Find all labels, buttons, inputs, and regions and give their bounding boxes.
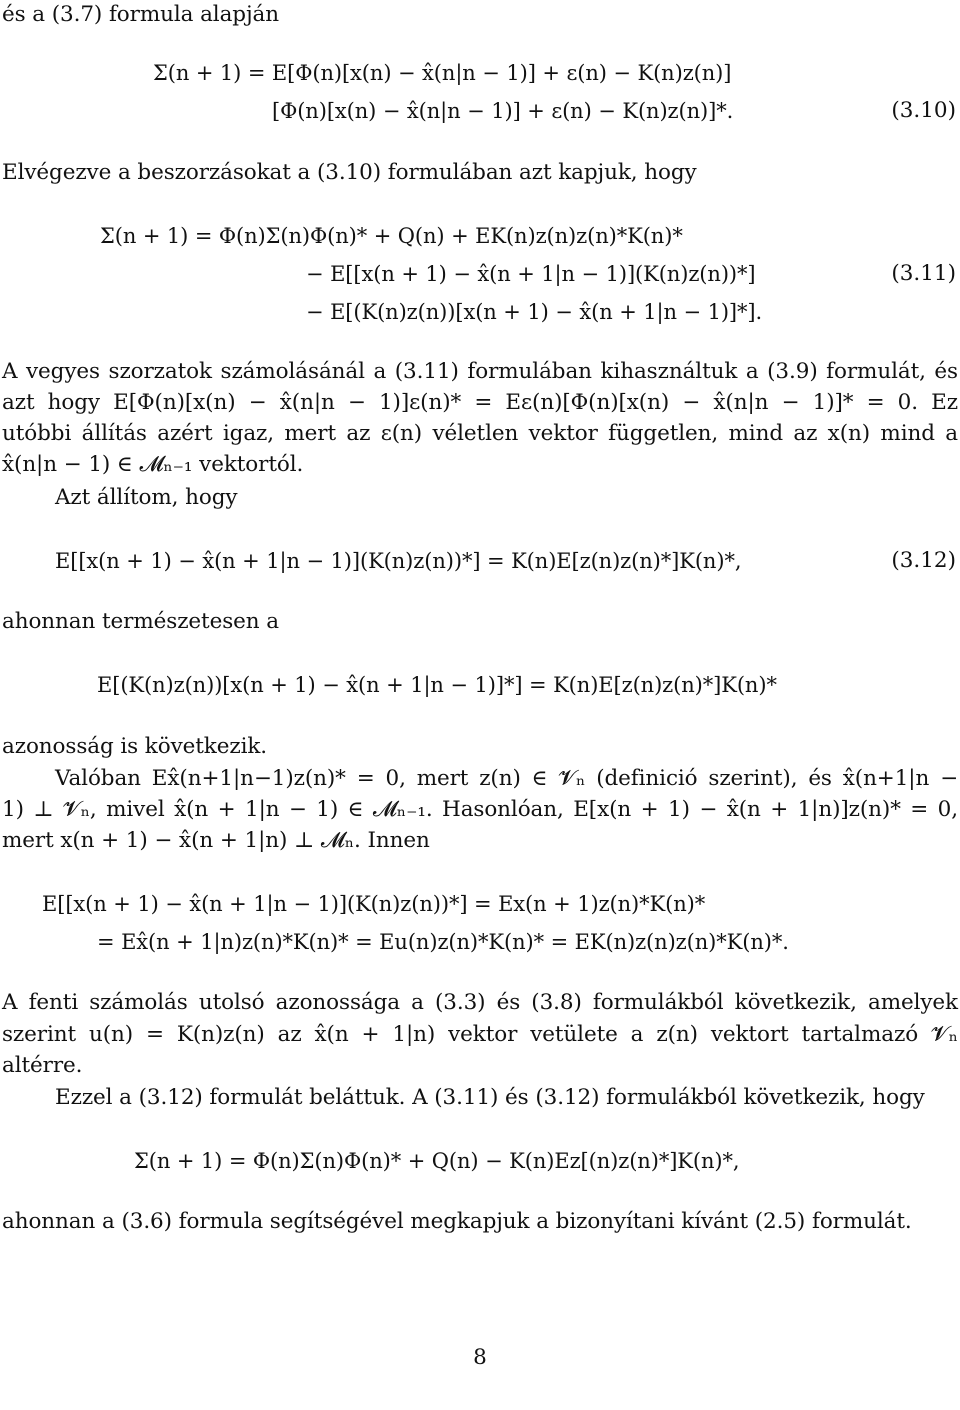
equation-line: Σ(n + 1) = Φ(n)Σ(n)Φ(n)* + Q(n) + EK(n)z(n)z(n)*K(n)* — [100, 224, 683, 248]
text-line: A vegyes szorzatok számolásánál a (3.11) formulában kihasználtuk a (3.9) formulát, és — [2, 359, 958, 384]
equation-line: E[[x(n + 1) − x̂(n + 1|n − 1)](K(n)z(n))*] = Ex(n + 1)z(n)*K(n)* — [42, 892, 706, 916]
text-line: azt hogy E[Φ(n)[x(n) − x̂(n|n − 1)]ε(n)* = Eε(n)[Φ(n)[x(n) − x̂(n|n − 1)]* = 0. Ez — [2, 390, 958, 415]
equation-line: = Ex̂(n + 1|n)z(n)*K(n)* = Eu(n)z(n)*K(n)* = EK(n)z(n)z(n)*K(n)*. — [97, 930, 789, 954]
text-line: ahonnan a (3.6) formula segítségével megkapjuk a bizonyítani kívánt (2.5) formulát. — [2, 1209, 912, 1234]
text-line: A fenti számolás utolsó azonossága a (3.3) és (3.8) formulákból következik, amelyek — [2, 990, 958, 1015]
text-line: Azt állítom, hogy — [55, 485, 238, 510]
text-line: azonosság is következik. — [2, 734, 268, 759]
equation-number: (3.12) — [891, 548, 956, 573]
text-line: szerint u(n) = K(n)z(n) az x̂(n + 1|n) vektor vetülete a z(n) vektort tartalmazó 𝓥ₙ — [2, 1022, 958, 1047]
text-line: Valóban Ex̂(n+1|n−1)z(n)* = 0, mert z(n) ∈ 𝓥ₙ (definició szerint), és x̂(n+1|n − — [55, 766, 958, 791]
text-line: mert x(n + 1) − x̂(n + 1|n) ⊥ 𝓜ₙ. Innen — [2, 828, 430, 853]
text-line: altérre. — [2, 1053, 83, 1078]
equation-line: − E[(K(n)z(n))[x(n + 1) − x̂(n + 1|n − 1)]*]. — [306, 300, 763, 324]
text-line: Elvégezve a beszorzásokat a (3.10) formulában azt kapjuk, hogy — [2, 160, 697, 185]
text-line: ahonnan természetesen a — [2, 609, 279, 634]
equation-number: (3.10) — [891, 98, 956, 123]
equation-line: E[(K(n)z(n))[x(n + 1) − x̂(n + 1|n − 1)]*] = K(n)E[z(n)z(n)*]K(n)* — [97, 673, 777, 697]
equation-line: Σ(n + 1) = E[Φ(n)[x(n) − x̂(n|n − 1)] + ε(n) − K(n)z(n)] — [153, 61, 732, 85]
text-line: 1) ⊥ 𝓥ₙ, mivel x̂(n + 1|n − 1) ∈ 𝓜ₙ₋₁. Hasonlóan, E[x(n + 1) − x̂(n + 1|n)]z(n)* = 0, — [2, 797, 958, 822]
equation-line: − E[[x(n + 1) − x̂(n + 1|n − 1)](K(n)z(n))*] — [306, 262, 756, 286]
equation-line: E[[x(n + 1) − x̂(n + 1|n − 1)](K(n)z(n))*] = K(n)E[z(n)z(n)*]K(n)*, — [55, 549, 742, 573]
page-number: 8 — [473, 1345, 487, 1370]
text-line: x̂(n|n − 1) ∈ 𝓜ₙ₋₁ vektortól. — [2, 452, 304, 477]
equation-number: (3.11) — [891, 261, 956, 286]
text-line: utóbbi állítás azért igaz, mert az ε(n) véletlen vektor független, mind az x(n) mind a — [2, 421, 958, 446]
text-line: és a (3.7) formula alapján — [2, 2, 279, 27]
text-line: Ezzel a (3.12) formulát beláttuk. A (3.11) és (3.12) formulákból következik, hogy — [55, 1085, 925, 1110]
equation-line: [Φ(n)[x(n) − x̂(n|n − 1)] + ε(n) − K(n)z(n)]*. — [272, 99, 734, 123]
equation-line: Σ(n + 1) = Φ(n)Σ(n)Φ(n)* + Q(n) − K(n)Ez[(n)z(n)*]K(n)*, — [134, 1149, 740, 1173]
